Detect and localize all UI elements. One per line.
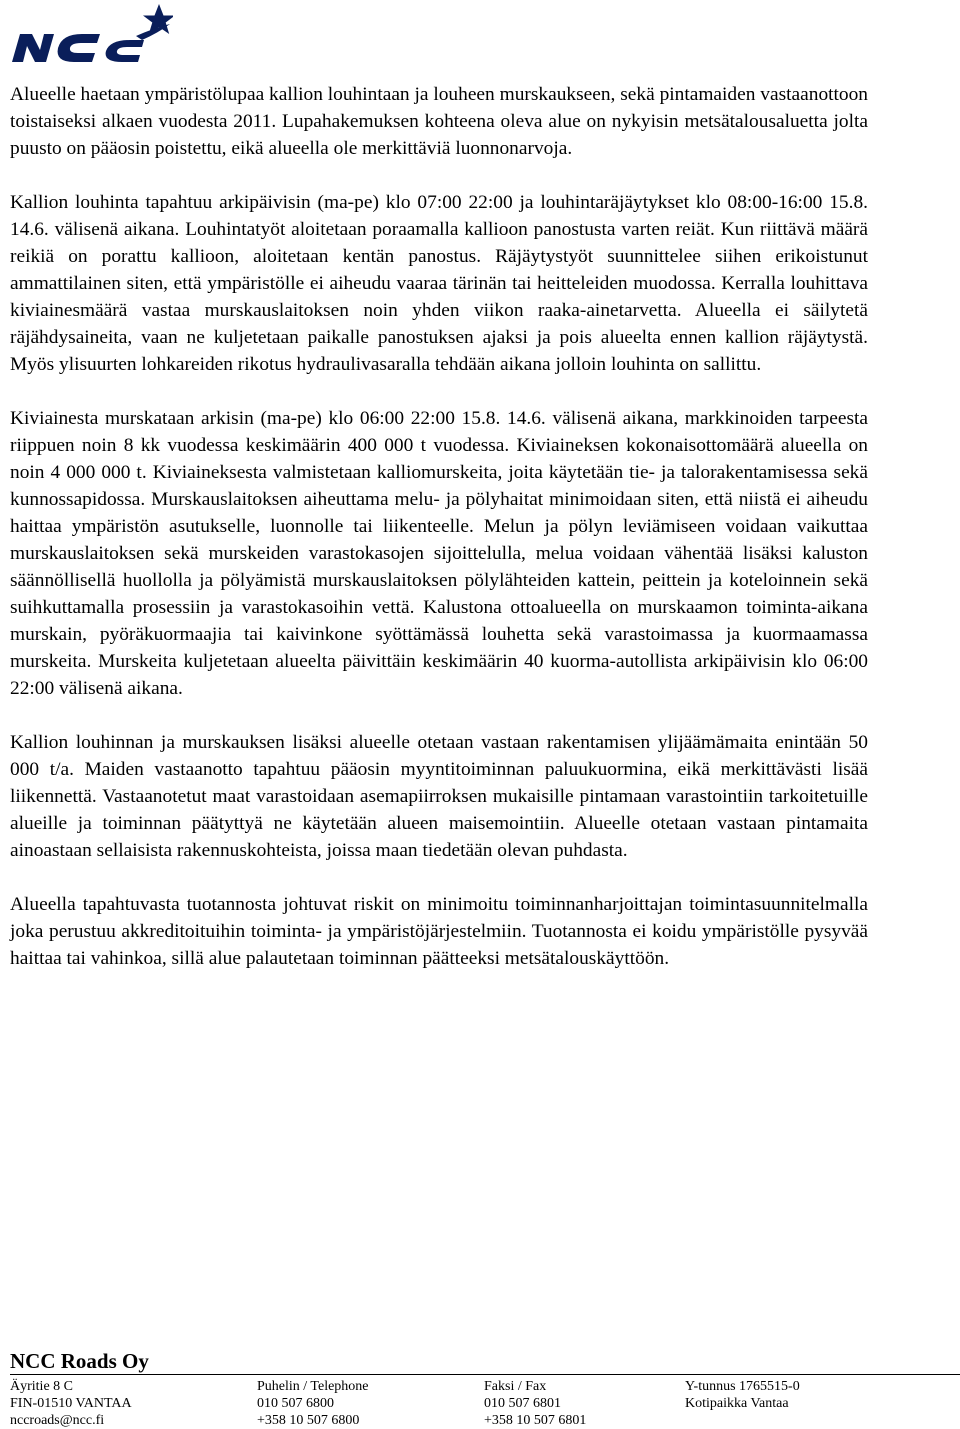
logo-n <box>12 34 54 62</box>
footer-fax <box>484 1378 586 1429</box>
footer-divider <box>10 1374 960 1375</box>
footer-address <box>10 1378 132 1429</box>
document-body <box>10 81 868 972</box>
footer-fax-label: Faksi / Fax <box>484 1379 547 1394</box>
paragraph: Kiviainesta murskataan arkisin (ma-pe) klo 06:00 22:00 15.8. 14.6. välisenä aikana, markkinoiden tarpeesta riippuen noin 8 kk vuodessa keskimäärin 400 000 t vuodessa. Kiviaineksen kokonaisottomäärä alueella on noin 4 000 000 t. Kiviaineksesta valmistetaan kalliomurskeita, joita käytetään tie- ja talorakentamisessa sekä kunnossapidossa. Murskauslaitoksen aiheuttama melu- ja pölyhaitat minimoidaan siten, että niistä ei aiheudu haittaa ympäristön asutukselle, luonnolle tai liikenteelle. Melun ja pölyn leviämiseen voidaan vaikuttaa murskauslaitoksen sekä murskeiden varastokasojen sijoittelulla, melua voidaan vähentää lisäksi kaluston säännöllisellä huollolla ja pölyämistä murskauslaitoksen pölylähteiden kattein, peittein ja koteloinnein sekä suihkuttamalla prosessiin ja varastokasoihin vettä. Kalustona ottoalueella on murskaamon toiminta-aikana murskain, pyöräkuormaajia tai kaivinkone syöttämässä louhetta sekä varastoimassa ja kuormaamassa murskeita. Murskeita kuljetetaan alueelta päivittäin keskimäärin 40 kuorma-autollista arkipäivisin klo 06:00 22:00 välisenä aikana. <box>10 408 868 699</box>
footer-phone-label: Puhelin / Telephone <box>257 1379 369 1394</box>
paragraph: Kallion louhinta tapahtuu arkipäivisin (ma-pe) klo 07:00 22:00 ja louhintaräjäytykset klo 08:00-16:00 15.8. 14.6. välisenä aikana. Louhintatyöt aloitetaan poraamalla kallioon panostusta varten reiät. Kun riittävä määrä reikiä on porattu kallioon, aloitetaan kentän panostus. Räjäytystyöt suunnittelee siihen erikoistunut ammattilainen siten, että ympäristölle ei aiheudu vaaraa tärinän tai heitteleiden muodossa. Kerralla louhittava kiviainesmäärä vastaa murskauslaitoksen noin yhden viikon raaka-ainetarvetta. Alueella ei säilytetä räjähdysaineita, vaan ne kuljetetaan paikalle panostuksen ajaksi ja pois alueelta ennen kallion räjäytystä. Myös ylisuurten lohkareiden rikotus hydraulivasaralla tehdään aikana jolloin louhinta on sallittu. <box>10 192 868 375</box>
paragraph: Alueella tapahtuvasta tuotannosta johtuvat riskit on minimoitu toiminnanharjoittajan toimintasuunnitelmalla joka perustuu akkreditoituihin toiminta- ja ympäristöjärjestelmiin. Tuotannosta ei koidu ympäristölle pysyvää haittaa tai vahinkoa, sillä alue palautetaan toiminnan päätteeksi metsätalouskäyttöön. <box>10 894 868 969</box>
footer-fax-domestic: 010 507 6801 <box>484 1396 561 1411</box>
footer-phone-domestic: 010 507 6800 <box>257 1396 334 1411</box>
paragraph: Kallion louhinnan ja murskauksen lisäksi alueelle otetaan vastaan rakentamisen ylijäämämaita enintään 50 000 t/a. Maiden vastaanotto tapahtuu pääosin myyntitoiminnan paluukuormina, eikä merkittävästi lisää liikennettä. Vastaanotetut maat varastoidaan asemapiirroksen mukaisille pintamaan varastointiin tarkoitetuille alueille ja toiminnan päätyttyä ne käytetään alueen maisemointiin. Alueelle otetaan vastaan pintamaita ainoastaan sellaisista rakennuskohteista, joissa maan tiedetään olevan puhdasta. <box>10 732 868 861</box>
logo-c2 <box>106 40 144 62</box>
footer-phone-intl: +358 10 507 6800 <box>257 1413 360 1428</box>
logo-c1 <box>58 34 100 62</box>
footer-phone <box>257 1378 369 1429</box>
footer-email: nccroads@ncc.fi <box>10 1413 105 1428</box>
footer-address-city: FIN-01510 VANTAA <box>10 1396 132 1411</box>
ncc-logo <box>8 2 173 68</box>
footer-address-street: Äyritie 8 C <box>10 1379 73 1394</box>
footer-fax-intl: +358 10 507 6801 <box>484 1413 587 1428</box>
company-name: NCC Roads Oy <box>10 1349 149 1373</box>
paragraph: Alueelle haetaan ympäristölupaa kallion louhintaan ja louheen murskaukseen, sekä pintamaiden vastaanottoon toistaiseksi alkaen vuodesta 2011. Lupahakemuksen kohteena oleva alue on nykyisin metsätalousaluetta jolta puusto on pääosin poistettu, eikä alueella ole merkittäviä luonnonarvoja. <box>10 84 868 159</box>
footer-domicile: Kotipaikka Vantaa <box>685 1396 789 1411</box>
footer-business-id: Y-tunnus 1765515-0 <box>685 1379 800 1394</box>
footer-registry <box>685 1378 800 1412</box>
